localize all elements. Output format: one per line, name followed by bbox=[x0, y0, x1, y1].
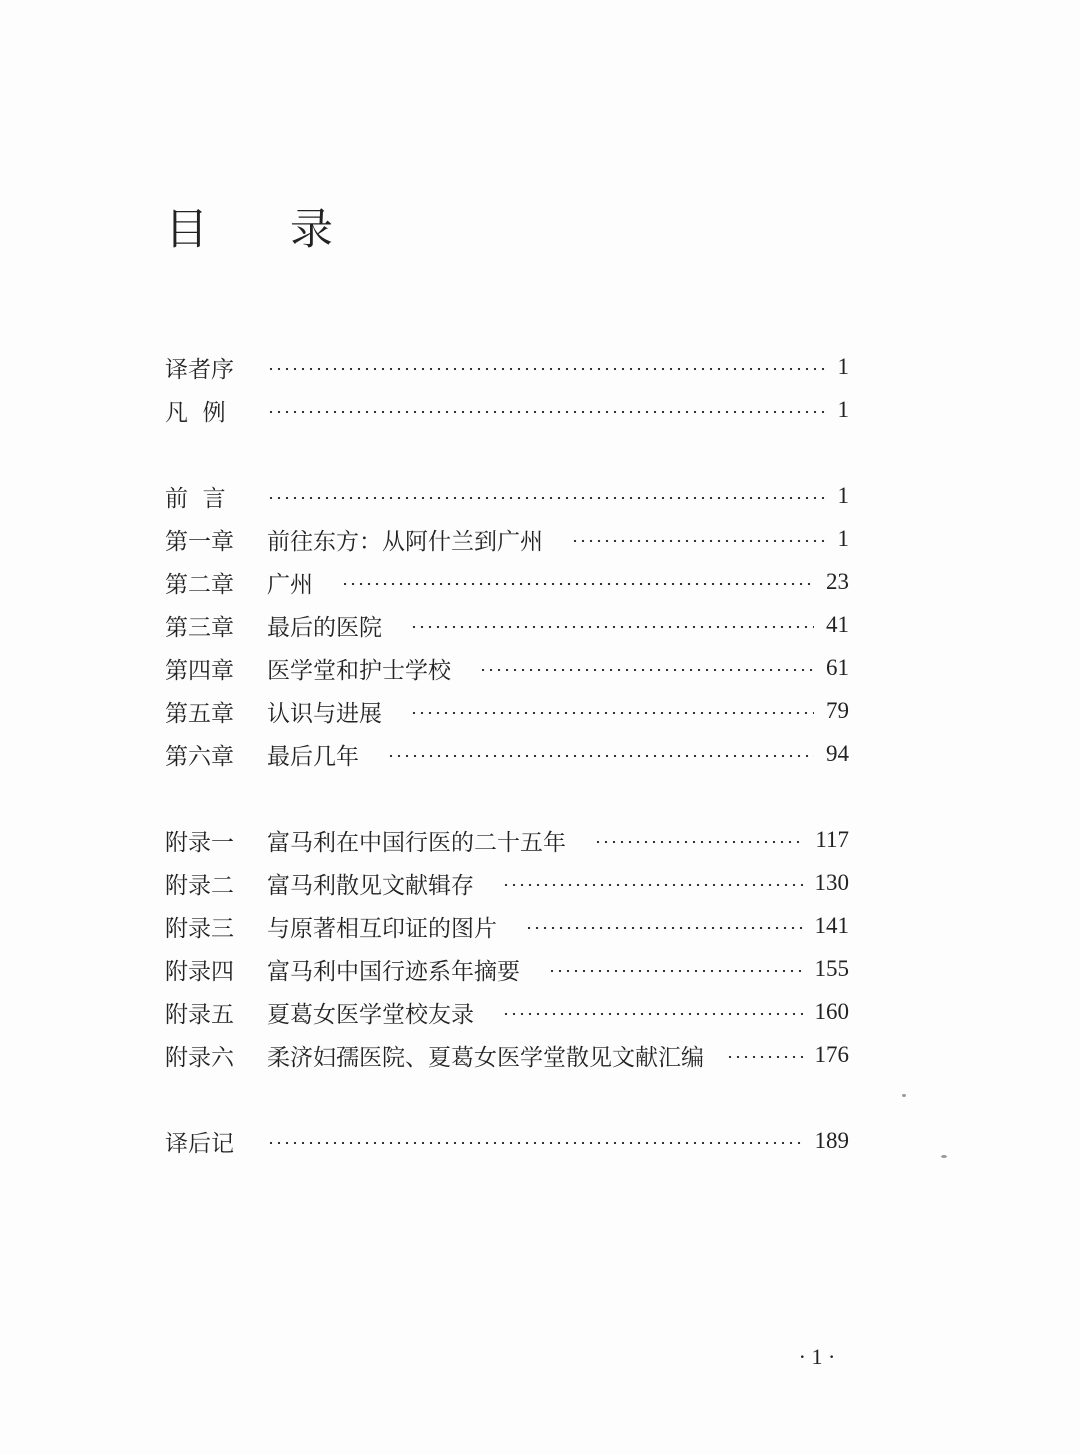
toc-entry-conventions bbox=[165, 393, 849, 427]
dot-leader bbox=[594, 841, 803, 843]
scan-speck bbox=[902, 1094, 906, 1097]
toc-entry-title: 夏葛女医学堂校友录 bbox=[267, 1001, 474, 1028]
toc-entry-label: 第三章 bbox=[165, 614, 234, 641]
dot-leader bbox=[410, 626, 814, 628]
dot-leader bbox=[502, 1013, 803, 1015]
toc-entry-title: 富马利在中国行医的二十五年 bbox=[267, 829, 566, 856]
toc-entry-label: 附录五 bbox=[165, 1001, 234, 1028]
dot-leader bbox=[387, 755, 814, 757]
title-char-2: 录 bbox=[290, 205, 333, 255]
dot-leader bbox=[267, 368, 826, 370]
toc-entry-appendix-2 bbox=[165, 866, 849, 900]
toc-entry-label: 附录二 bbox=[165, 872, 234, 899]
toc-entry-label: 附录一 bbox=[165, 829, 234, 856]
toc-entry-chapter-4 bbox=[165, 651, 849, 685]
toc-entry-title: 最后的医院 bbox=[267, 614, 382, 641]
toc-page-number: 1 bbox=[837, 483, 849, 508]
toc-entry-label: 附录六 bbox=[165, 1044, 234, 1071]
page-folio: · 1 · bbox=[798, 1344, 836, 1369]
toc-entry-appendix-4 bbox=[165, 952, 849, 986]
dot-leader bbox=[502, 884, 803, 886]
scan-speck bbox=[941, 1155, 947, 1158]
toc-page-number: 61 bbox=[826, 655, 849, 680]
toc-entry-chapter-3 bbox=[165, 608, 849, 642]
dot-leader bbox=[267, 411, 826, 413]
title-char-1: 目 bbox=[165, 205, 208, 255]
toc-entry-appendix-1 bbox=[165, 823, 849, 857]
toc-page-number: 160 bbox=[814, 999, 849, 1024]
page-title bbox=[165, 200, 365, 260]
toc-entry-label: 第二章 bbox=[165, 571, 234, 598]
toc-entry-title: 最后几年 bbox=[267, 743, 359, 770]
dot-leader bbox=[525, 927, 803, 929]
toc-entry-translator-preface bbox=[165, 350, 849, 384]
toc-page-number: 1 bbox=[837, 397, 849, 422]
toc-page-number: 1 bbox=[837, 354, 849, 379]
dot-leader bbox=[571, 540, 826, 542]
toc-page-number: 155 bbox=[814, 956, 849, 981]
toc-entry-appendix-6 bbox=[165, 1038, 849, 1072]
toc-entry-chapter-5 bbox=[165, 694, 849, 728]
toc-entry-appendix-3 bbox=[165, 909, 849, 943]
toc-entry-title: 富马利散见文献辑存 bbox=[267, 872, 474, 899]
toc-entry-chapter-2 bbox=[165, 565, 849, 599]
toc-entry-title: 富马利中国行迹系年摘要 bbox=[267, 958, 520, 985]
toc-page-number: 176 bbox=[814, 1042, 849, 1067]
toc-entry-foreword bbox=[165, 479, 849, 513]
toc-entry-label: 附录三 bbox=[165, 915, 234, 942]
toc-entry-title: 前往东方：从阿什兰到广州 bbox=[267, 528, 543, 555]
toc-page-number: 23 bbox=[826, 569, 849, 594]
toc-entry-appendix-5 bbox=[165, 995, 849, 1029]
toc-entry-label: 前 言 bbox=[165, 485, 226, 512]
toc-page-number: 130 bbox=[814, 870, 849, 895]
toc-entry-label: 第五章 bbox=[165, 700, 234, 727]
dot-leader bbox=[410, 712, 814, 714]
toc-page-number: 79 bbox=[826, 698, 849, 723]
toc-entry-label: 译后记 bbox=[165, 1130, 234, 1157]
toc-entry-label: 第四章 bbox=[165, 657, 234, 684]
dot-leader bbox=[726, 1056, 803, 1058]
toc-entry-title: 认识与进展 bbox=[267, 700, 382, 727]
toc-entry-label: 凡 例 bbox=[165, 399, 226, 426]
toc-entry-label: 译者序 bbox=[165, 356, 234, 383]
toc-entry-chapter-1 bbox=[165, 522, 849, 556]
toc-entry-translator-afterword bbox=[165, 1124, 849, 1158]
toc-entry-label: 附录四 bbox=[165, 958, 234, 985]
toc-entry-title: 与原著相互印证的图片 bbox=[267, 915, 497, 942]
toc-entry-label: 第六章 bbox=[165, 743, 234, 770]
toc-page-number: 189 bbox=[814, 1128, 849, 1153]
toc-entry-chapter-6 bbox=[165, 737, 849, 771]
dot-leader bbox=[341, 583, 814, 585]
toc-entry-title: 广州 bbox=[267, 571, 313, 598]
dot-leader bbox=[267, 497, 826, 499]
toc-page-number: 117 bbox=[815, 827, 849, 852]
dot-leader bbox=[548, 970, 803, 972]
toc-page-number: 41 bbox=[826, 612, 849, 637]
toc-entry-title: 柔济妇孺医院、夏葛女医学堂散见文献汇编 bbox=[267, 1044, 704, 1071]
toc-page-number: 141 bbox=[814, 913, 849, 938]
toc-entry-label: 第一章 bbox=[165, 528, 234, 555]
toc-entry-title: 医学堂和护士学校 bbox=[267, 657, 451, 684]
dot-leader bbox=[267, 1142, 803, 1144]
toc-page-number: 1 bbox=[837, 526, 849, 551]
dot-leader bbox=[479, 669, 814, 671]
toc-page-number: 94 bbox=[826, 741, 849, 766]
